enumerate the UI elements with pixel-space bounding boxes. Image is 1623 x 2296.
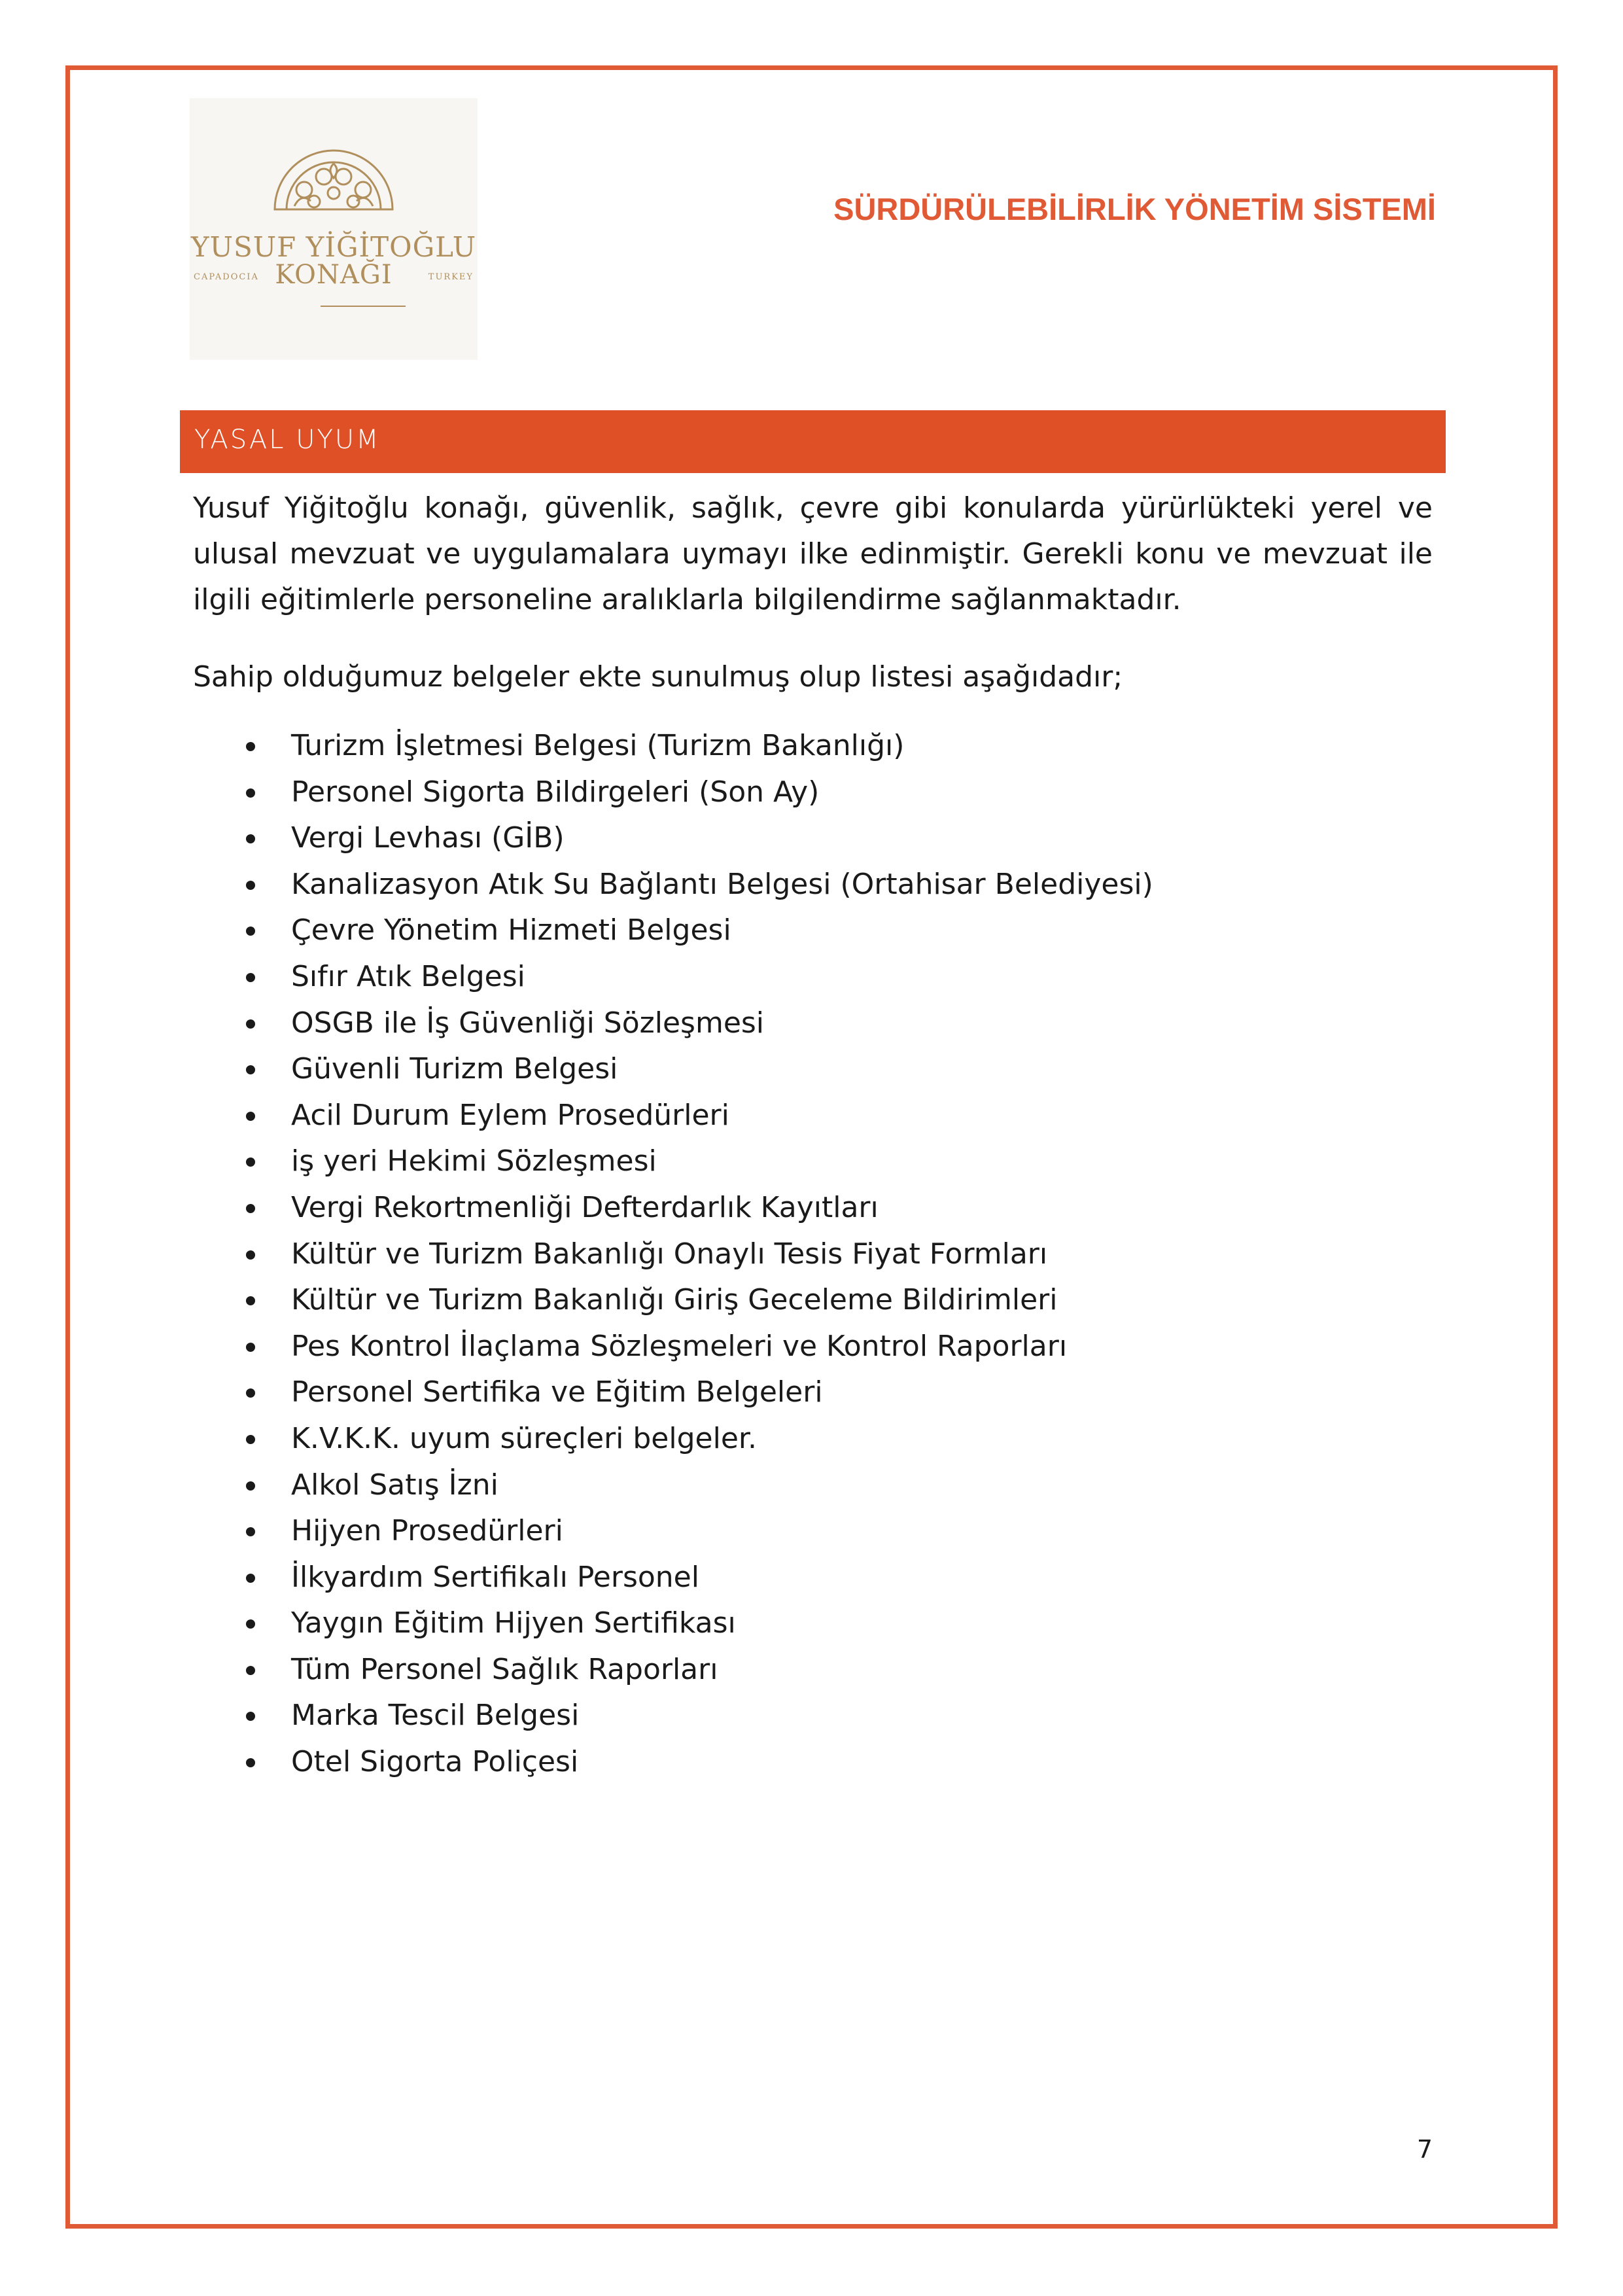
list-item [242, 1693, 1420, 1739]
header-title: SÜRDÜRÜLEBİLİRLİK YÖNETİM SİSTEMİ [833, 192, 1436, 226]
bullet-icon [246, 881, 255, 890]
bullet-icon [246, 927, 255, 936]
section-title: YASAL UYUM [194, 425, 381, 455]
list-item-text: Otel Sigorta Poliçesi [291, 1745, 579, 1779]
list-item-text: K.V.K.K. uyum süreçleri belgeler. [291, 1421, 757, 1455]
list-item-text: OSGB ile İş Güvenliği Sözleşmesi [291, 1006, 765, 1040]
list-item [242, 1508, 1420, 1555]
list-item [242, 1739, 1420, 1786]
list-item-text: iş yeri Hekimi Sözleşmesi [291, 1144, 657, 1178]
bullet-icon [246, 1343, 255, 1352]
list-item [242, 1185, 1420, 1231]
list-item-text: Yaygın Eğitim Hijyen Sertifikası [291, 1606, 736, 1640]
list-item [242, 1046, 1420, 1093]
bullet-icon [246, 1619, 255, 1629]
list-item-text: Vergi Rekortmenliği Defterdarlık Kayıtları [291, 1190, 879, 1224]
list-item [242, 1139, 1420, 1185]
bullet-icon [246, 1712, 255, 1721]
list-item-text: Alkol Satış İzni [291, 1468, 498, 1502]
bullet-icon [246, 1481, 255, 1491]
bullet-icon [246, 1388, 255, 1398]
list-item [242, 769, 1420, 816]
section-bar [180, 410, 1446, 473]
bullet-icon [246, 1758, 255, 1767]
list-item [242, 1277, 1420, 1324]
bullet-icon [246, 834, 255, 843]
list-item-text: İlkyardım Sertifikalı Personel [291, 1560, 699, 1594]
list-item-text: Vergi Levhası (GİB) [291, 821, 565, 855]
bullet-icon [246, 1250, 255, 1260]
list-item [242, 1416, 1420, 1462]
list-item-text: Marka Tescil Belgesi [291, 1699, 580, 1733]
bullet-icon [246, 1157, 255, 1167]
list-item [242, 1000, 1420, 1047]
bullet-icon [246, 973, 255, 982]
logo-lettering [190, 98, 478, 360]
list-item [242, 1369, 1420, 1416]
list-item-text: Tüm Personel Sağlık Raporları [291, 1652, 718, 1686]
list-item-text: Güvenli Turizm Belgesi [291, 1052, 618, 1086]
logo-name: YUSUF YİĞİTOĞLU [190, 231, 477, 263]
list-item-text: Turizm İşletmesi Belgesi (Turizm Bakanlığı) [291, 729, 905, 762]
list-item [242, 723, 1420, 769]
list-item [242, 1093, 1420, 1139]
list-item-text: Sıfır Atık Belgesi [291, 959, 525, 993]
bullet-icon [246, 1065, 255, 1074]
logo-left-text: CAPADOCIA [194, 272, 259, 282]
list-item-text: Pes Kontrol İlaçlama Sözleşmeleri ve Kontrol Raporları [291, 1329, 1068, 1363]
logo-right-text: TURKEY [428, 272, 474, 282]
list-item [242, 1600, 1420, 1647]
bullet-icon [246, 1204, 255, 1213]
hotel-logo [190, 98, 478, 360]
bullet-icon [246, 1666, 255, 1675]
logo-subname: KONAĞI [275, 260, 393, 290]
list-item [242, 1555, 1420, 1601]
document-list [242, 723, 1420, 1786]
list-item [242, 815, 1420, 862]
bullet-icon [246, 1019, 255, 1029]
bullet-icon [246, 1527, 255, 1536]
list-item [242, 1324, 1420, 1370]
bullet-icon [246, 788, 255, 798]
intro-paragraph: Yusuf Yiğitoğlu konağı, güvenlik, sağlık, çevre gibi konularda yürürlükteki yerel ve ulusal mevzuat ve uygulamalara uymayı ilke edinmiştir. Gerekli konu ve mevzuat ile ilgili eğitimlerle personeline aralıklarla bilgilendirme sağlanmaktadır. [193, 491, 1433, 616]
bullet-icon [246, 1112, 255, 1121]
list-item-text: Kültür ve Turizm Bakanlığı Giriş Geceleme Bildirimleri [291, 1283, 1058, 1317]
list-intro-paragraph: Sahip olduğumuz belgeler ekte sunulmuş olup listesi aşağıdadır; [193, 660, 1123, 694]
list-item [242, 954, 1420, 1000]
list-item [242, 908, 1420, 954]
list-item [242, 1462, 1420, 1509]
list-item-text: Personel Sigorta Bildirgeleri (Son Ay) [291, 775, 820, 809]
list-item-text: Çevre Yönetim Hizmeti Belgesi [291, 913, 731, 947]
bullet-icon [246, 1296, 255, 1305]
list-item-text: Hijyen Prosedürleri [291, 1514, 563, 1548]
list-item-text: Personel Sertifika ve Eğitim Belgeleri [291, 1375, 823, 1409]
list-item [242, 1647, 1420, 1693]
bullet-icon [246, 1435, 255, 1444]
page-number: 7 [1416, 2135, 1433, 2164]
bullet-icon [246, 1574, 255, 1583]
list-item [242, 862, 1420, 908]
list-item-text: Kültür ve Turizm Bakanlığı Onaylı Tesis Fiyat Formları [291, 1237, 1048, 1271]
list-item [242, 1231, 1420, 1278]
list-item-text: Kanalizasyon Atık Su Bağlantı Belgesi (Ortahisar Belediyesi) [291, 867, 1153, 901]
list-item-text: Acil Durum Eylem Prosedürleri [291, 1098, 729, 1132]
bullet-icon [246, 742, 255, 751]
